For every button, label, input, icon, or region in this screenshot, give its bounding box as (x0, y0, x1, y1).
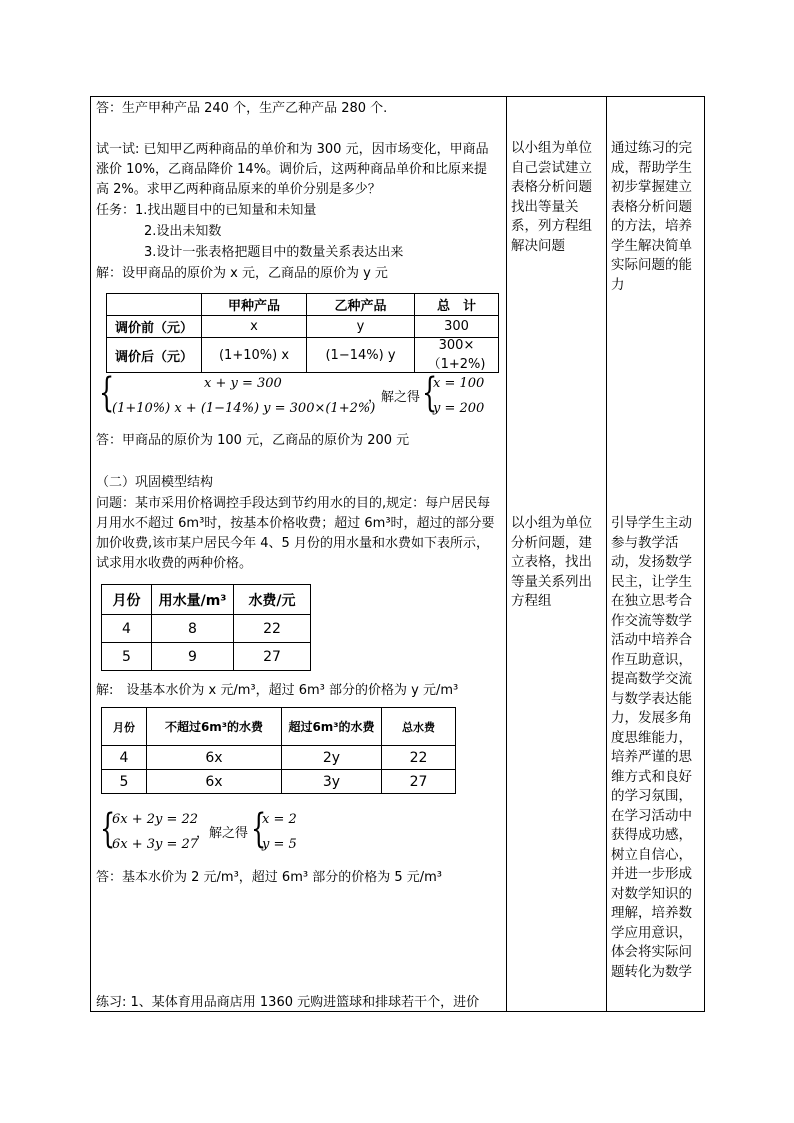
design-intent-1: 通过练习的完成，帮助学生初步掌握建立表格分析问题的方法，培养学生解决简单实际问题的能力 (611, 140, 692, 293)
table-cell: 27 (234, 643, 311, 671)
table-cell: 5 (102, 643, 152, 671)
left-brace-icon: { (422, 370, 438, 416)
table-cell: 调价后（元） (107, 338, 202, 373)
equation-1a: x + y = 300 (204, 376, 282, 391)
table-cell: 27 (382, 770, 456, 794)
table-header: 水费/元 (234, 585, 311, 615)
table-cell: 8 (152, 615, 234, 643)
water-usage-table (101, 584, 311, 671)
table-cell: 5 (102, 770, 147, 794)
solution-1a: x = 100 (433, 376, 485, 391)
water-problem: 问题：某市采用价格调控手段达到节约用水的目的,规定：每户居民每月用水不超过 6m³时，按基本价格收费；超过 6m³时，超过的部分要加价收费,该市某户居民今年 4、5 月份的用水量和水费如下表所示，试求用水收费的两种价格。 (96, 496, 495, 571)
task-3: 3.设计一张表格把题目中的数量关系表达出来 (144, 245, 404, 260)
table-header: 月份 (102, 585, 152, 615)
table-header: 超过6m³的水费 (282, 708, 382, 746)
table-cell: 4 (102, 615, 152, 643)
table-header: 总水费 (382, 708, 456, 746)
solution-1b: y = 200 (433, 401, 485, 416)
equation-2b: 6x + 3y = 27 (112, 837, 199, 852)
table-header: 甲种产品 (202, 294, 307, 316)
solve-word-2: ，解之得 (196, 826, 249, 841)
table-cell: 22 (382, 746, 456, 770)
table-cell: (1+10%) x (202, 338, 307, 373)
table-header: 总 计 (415, 294, 499, 316)
table-header (107, 294, 202, 316)
table-cell: 22 (234, 615, 311, 643)
table-cell: 2y (282, 746, 382, 770)
table-header: 月份 (102, 708, 147, 746)
design-intent-2: 引导学生主动参与教学活动，发扬数学民主，让学生在独立思考合作交流等数学活动中培养合作互助意识，提高数学交流与数学表达能力，发展多角度思维能力，培养严谨的思维方式和良好的学习氛围，在学习活动中获得成功感，树立自信心，并进一步形成对数学知识的理解，培养数学应用意识，体会将实际问题转化为数学 (611, 515, 692, 980)
solution-2b: y = 5 (262, 837, 297, 852)
left-brace-icon: { (100, 806, 116, 852)
table-cell: 300×（1+2%) (415, 338, 499, 373)
equation-2a: 6x + 2y = 22 (112, 812, 199, 827)
table-cell: y (307, 316, 415, 338)
left-brace-icon: { (251, 806, 267, 852)
table-cell: 4 (102, 746, 147, 770)
practice-text: 练习: 1、某体育用品商店用 1360 元购进篮球和排球若干个，进价 (96, 995, 480, 1010)
solution-2a: x = 2 (262, 812, 297, 827)
student-activity-2: 以小组为单位分析问题，建立表格，找出等量关系列出方程组 (511, 515, 592, 609)
answer-2: 答：甲商品的原价为 100 元，乙商品的原价为 200 元 (96, 433, 410, 448)
price-table (106, 293, 499, 373)
answer-3: 答：基本水价为 2 元/m³，超过 6m³ 部分的价格为 5 元/m³ (96, 870, 442, 885)
table-header: 不超过6m³的水费 (147, 708, 282, 746)
lesson-table (90, 96, 705, 1012)
water-fee-table (101, 707, 456, 794)
table-cell: 6x (147, 746, 282, 770)
solve-word-1: ，解之得 (368, 390, 421, 405)
student-activity-1: 以小组为单位自己尝试建立表格分析问题找出等量关系，列方程组解决问题 (511, 140, 592, 254)
answer-1: 答：生产甲种产品 240 个，生产乙种产品 280 个. (96, 101, 388, 116)
solution-setup-2: 解: 设基本水价为 x 元/m³，超过 6m³ 部分的价格为 y 元/m³ (96, 683, 459, 698)
column-divider (606, 97, 607, 1011)
solution-setup-1: 解：设甲商品的原价为 x 元，乙商品的原价为 y 元 (96, 266, 388, 281)
table-header: 用水量/m³ (152, 585, 234, 615)
column-divider (506, 97, 507, 1011)
table-header: 乙种产品 (307, 294, 415, 316)
task-2: 2.设出未知数 (144, 224, 222, 239)
table-cell: (1−14%) y (307, 338, 415, 373)
table-cell: 300 (415, 316, 499, 338)
table-cell: x (202, 316, 307, 338)
try-problem: 试一试: 已知甲乙两种商品的单价和为 300 元，因市场变化，甲商品涨价 10%，乙商品降价 14%。调价后，这两种商品单价和比原来提高 2%。求甲乙两种商品原来的单价分别是多少？ (96, 142, 489, 197)
table-cell: 6x (147, 770, 282, 794)
table-cell: 3y (282, 770, 382, 794)
table-cell: 调价前（元） (107, 316, 202, 338)
section-title: （二）巩固模型结构 (96, 475, 214, 490)
equation-1b: (1+10%) x + (1−14%) y = 300×(1+2%) (112, 401, 376, 416)
task-1: 任务：1.找出题目中的已知量和未知量 (96, 203, 317, 218)
table-cell: 9 (152, 643, 234, 671)
left-brace-icon: { (99, 370, 115, 416)
